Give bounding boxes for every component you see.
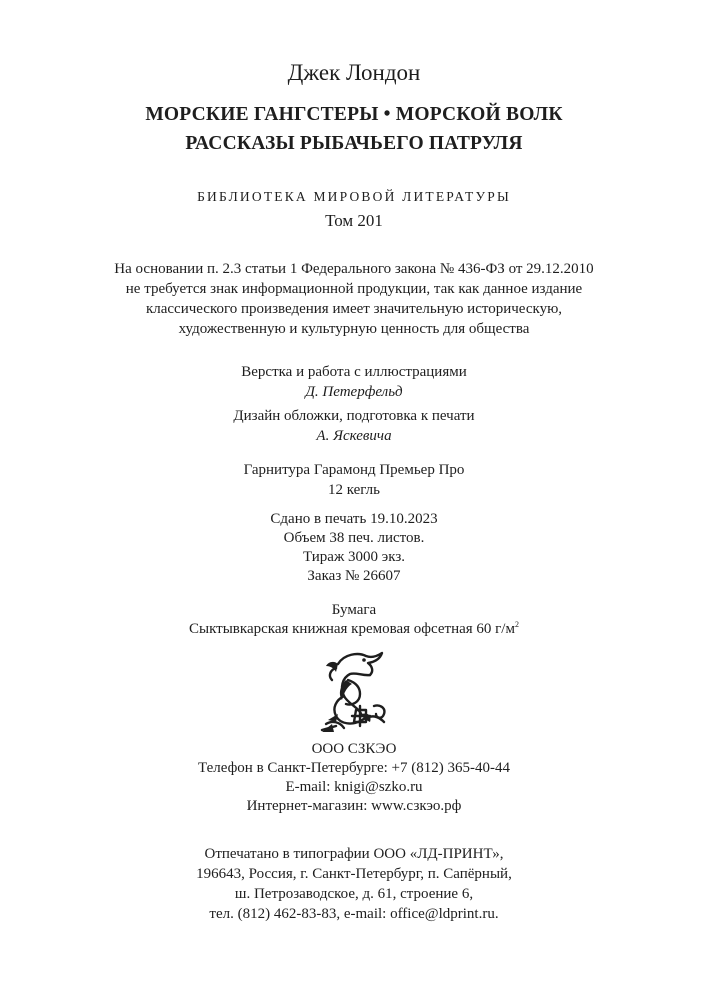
publisher-email: E-mail: knigi@szko.ru	[285, 779, 423, 795]
legal-notice-line: На основании п. 2.3 статьи 1 Федерального закона № 436-ФЗ от 29.12.2010	[114, 261, 594, 277]
printer-line: Отпечатано в типографии ООО «ЛД-ПРИНТ»,	[204, 846, 504, 862]
credit-person: Д. Петерфельд	[305, 384, 403, 400]
book-title-line-2: РАССКАЗЫ РЫБАЧЬЕГО ПАТРУЛЯ	[185, 133, 523, 154]
publisher-name: ООО СЗКЭО	[311, 741, 397, 757]
paper-label: Бумага	[331, 602, 377, 618]
typeface-name: Гарнитура Гарамонд Премьер Про	[243, 462, 465, 478]
legal-notice-line: художественную и культурную ценность для общества	[178, 321, 530, 337]
printer-line: ш. Петрозаводское, д. 61, строение 6,	[234, 886, 474, 902]
dragon-emblem-icon	[316, 650, 394, 732]
print-info-line: Заказ № 26607	[307, 568, 401, 584]
volume-number: Том 201	[325, 211, 383, 230]
print-info-line: Сдано в печать 19.10.2023	[270, 511, 438, 527]
paper-superscript: 2	[514, 620, 519, 629]
printer-line: тел. (812) 462-83-83, e-mail: office@ldprint.ru.	[209, 906, 499, 922]
credit-role: Верстка и работа с иллюстрациями	[241, 364, 467, 380]
publisher-phone: Телефон в Санкт-Петербурге: +7 (812) 365-40-44	[198, 760, 510, 776]
credit-role: Дизайн обложки, подготовка к печати	[233, 408, 475, 424]
legal-notice-line: классического произведения имеет значительную историческую,	[145, 301, 563, 317]
print-info-line: Объем 38 печ. листов.	[283, 530, 425, 546]
paper-text: Сыктывкарская книжная кремовая офсетная 60 г/м	[189, 621, 515, 637]
paper-description	[0, 621, 708, 638]
author-name: Джек Лондон	[287, 60, 421, 85]
credit-person: А. Яскевича	[316, 428, 392, 444]
series-name: БИБЛИОТЕКА МИРОВОЙ ЛИТЕРАТУРЫ	[197, 189, 511, 204]
publisher-shop: Интернет-магазин: www.сзкэо.рф	[246, 798, 462, 814]
printer-line: 196643, Россия, г. Санкт-Петербург, п. Сапёрный,	[196, 866, 512, 882]
book-title-line-1: МОРСКИЕ ГАНГСТЕРЫ • МОРСКОЙ ВОЛК	[145, 104, 563, 125]
legal-notice-line: не требуется знак информационной продукции, так как данное издание	[125, 281, 583, 297]
print-info-line: Тираж 3000 экз.	[302, 549, 406, 565]
typeface-size: 12 кегль	[327, 482, 381, 498]
